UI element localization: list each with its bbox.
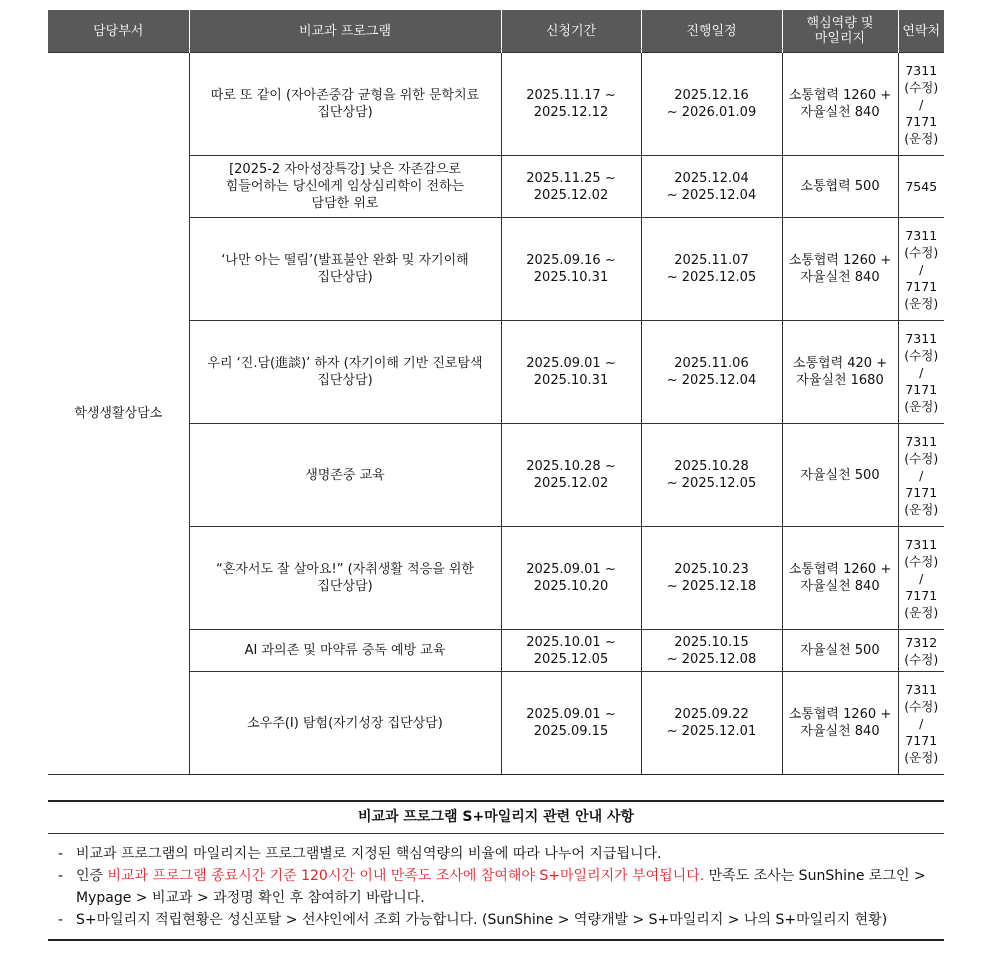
notice-item-2 <box>58 865 936 909</box>
header-apply-period: 신청기간 <box>501 10 641 53</box>
apply-period-cell <box>501 424 641 527</box>
table-header-row <box>48 10 944 53</box>
contact-line: 7312 <box>905 634 938 650</box>
header-dept: 담당부서 <box>48 10 189 53</box>
department-cell: 학생생활상담소 <box>48 53 189 775</box>
contact-line: (운정) <box>904 295 939 311</box>
competency-line: 자율실천 840 <box>800 579 880 594</box>
contact-line: (수정) <box>904 651 939 667</box>
schedule-cell <box>641 53 782 156</box>
apply-period-line: 2025.09.15 <box>533 724 609 739</box>
notice-dash: - <box>58 846 64 862</box>
schedule-line: ~ 2025.12.05 <box>666 270 757 285</box>
program-name-line: 담담한 위로 <box>311 196 379 211</box>
contact-line: (수정) <box>904 347 939 363</box>
schedule-line: ~ 2026.01.09 <box>666 105 757 120</box>
contact-cell <box>898 53 944 156</box>
apply-period-line: 2025.10.31 <box>533 373 609 388</box>
apply-period-line: 2025.10.28 ~ <box>526 459 616 474</box>
contact-cell <box>898 672 944 775</box>
apply-period-cell <box>501 53 641 156</box>
contact-line: (수정) <box>904 244 939 260</box>
apply-period-cell <box>501 218 641 321</box>
contact-line: 7311 <box>905 681 938 697</box>
schedule-line: 2025.10.28 <box>674 459 749 474</box>
schedule-line: ~ 2025.12.05 <box>666 476 757 491</box>
notice-item-2-prefix: 인증 <box>76 868 108 884</box>
program-name-cell <box>189 218 501 321</box>
schedule-line: 2025.11.07 <box>674 253 749 268</box>
contact-cell <box>898 156 944 218</box>
competency-line: 소통협력 1260 + <box>788 562 892 577</box>
contact-line: (운정) <box>904 130 939 146</box>
contact-line: / <box>919 96 924 112</box>
notice-body <box>48 834 944 939</box>
table-row <box>48 53 944 156</box>
apply-period-line: 2025.09.01 ~ <box>526 707 616 722</box>
header-contact: 연락처 <box>898 10 944 53</box>
contact-line: / <box>919 467 924 483</box>
header-competency <box>782 10 898 53</box>
notice-title: 비교과 프로그램 S+마일리지 관련 안내 사항 <box>48 802 944 834</box>
schedule-line: 2025.09.22 <box>674 707 749 722</box>
competency-cell <box>782 672 898 775</box>
contact-cell <box>898 321 944 424</box>
schedule-line: ~ 2025.12.04 <box>666 373 757 388</box>
contact-line: 7171 <box>905 381 938 397</box>
notice-item-2-highlight: 비교과 프로그램 종료시간 기준 120시간 이내 만족도 조사에 참여해야 S+마일리지가 부여됩니다. <box>107 868 705 884</box>
program-name-cell <box>189 630 501 672</box>
program-name-line: 집단상담) <box>317 270 373 285</box>
program-name-line: 생명존중 교육 <box>305 467 385 483</box>
apply-period-line: 2025.12.05 <box>533 651 609 667</box>
program-table <box>48 10 944 775</box>
schedule-cell <box>641 630 782 672</box>
program-name-line: 힘들어하는 당신에게 임상심리학이 전하는 <box>225 179 465 194</box>
contact-line: (수정) <box>904 553 939 569</box>
contact-line: 7311 <box>905 62 938 78</box>
schedule-cell <box>641 218 782 321</box>
notice-dash: - <box>58 912 64 928</box>
competency-line: 소통협력 1260 + <box>788 707 892 722</box>
contact-line: 7171 <box>905 278 938 294</box>
program-name-line: 집단상담) <box>317 579 373 594</box>
header-competency-line2: 마일리지 <box>814 31 866 46</box>
contact-line: 7311 <box>905 433 938 449</box>
schedule-line: 2025.11.06 <box>674 356 749 371</box>
apply-period-line: 2025.12.12 <box>533 105 609 120</box>
contact-line: / <box>919 364 924 380</box>
apply-period-cell <box>501 321 641 424</box>
program-name-cell <box>189 321 501 424</box>
notice-item-2-suffix: 만족도 조사는 SunShine 로그인 > Mypage > 비교과 > 과정명 확인 후 참여하기 바랍니다. <box>76 868 926 906</box>
competency-cell <box>782 218 898 321</box>
schedule-cell <box>641 672 782 775</box>
competency-line: 자율실천 1680 <box>796 373 884 388</box>
contact-cell <box>898 424 944 527</box>
schedule-line: ~ 2025.12.18 <box>666 579 757 594</box>
contact-line: (수정) <box>904 450 939 466</box>
header-competency-line1: 핵심역량 및 <box>806 16 874 31</box>
schedule-line: 2025.12.04 <box>674 170 749 186</box>
competency-cell <box>782 527 898 630</box>
competency-line: 자율실천 500 <box>800 467 880 483</box>
schedule-line: ~ 2025.12.01 <box>666 724 757 739</box>
notice-item-1-text: 비교과 프로그램의 마일리지는 프로그램별로 지정된 핵심역량의 비율에 따라 나누어 지급됩니다. <box>76 846 662 862</box>
notice-item-3 <box>58 909 936 931</box>
program-name-line: ‘나만 아는 떨림’(발표불안 완화 및 자기이해 <box>221 253 469 268</box>
header-program: 비교과 프로그램 <box>189 10 501 53</box>
competency-line: 자율실천 500 <box>800 643 880 658</box>
program-name-line: [2025-2 자아성장특강] 낮은 자존감으로 <box>229 162 461 177</box>
schedule-line: 2025.12.16 <box>674 88 749 103</box>
apply-period-cell <box>501 527 641 630</box>
contact-line: (운정) <box>904 749 939 765</box>
program-name-cell <box>189 53 501 156</box>
contact-line: (운정) <box>904 501 939 517</box>
program-name-cell <box>189 156 501 218</box>
program-name-line: 우리 ‘진.담(進談)’ 하자 (자기이해 기반 진로탐색 <box>207 356 483 371</box>
competency-line: 자율실천 840 <box>800 105 880 120</box>
notice-item-1 <box>58 843 936 865</box>
contact-line: (수정) <box>904 79 939 95</box>
contact-line: 7311 <box>905 536 938 552</box>
apply-period-cell <box>501 630 641 672</box>
program-name-line: 소우주(I) 탐험(자기성장 집단상담) <box>247 715 443 731</box>
schedule-line: ~ 2025.12.08 <box>666 651 757 667</box>
contact-line: 7545 <box>905 179 938 194</box>
apply-period-line: 2025.11.25 ~ <box>526 170 616 186</box>
apply-period-line: 2025.09.01 ~ <box>526 562 616 577</box>
schedule-line: 2025.10.23 <box>674 562 749 577</box>
contact-line: 7171 <box>905 484 938 500</box>
competency-cell <box>782 424 898 527</box>
contact-line: 7311 <box>905 330 938 346</box>
program-name-cell <box>189 424 501 527</box>
contact-line: / <box>919 715 924 731</box>
notice-item-3-text: S+마일리지 적립현황은 성신포탈 > 선샤인에서 조회 가능합니다. (SunShine > 역량개발 > S+마일리지 > 나의 S+마일리지 현황) <box>76 912 888 928</box>
competency-line: 소통협력 1260 + <box>788 253 892 268</box>
program-name-line: 따로 또 같이 (자아존중감 균형을 위한 문학치료 <box>210 88 480 103</box>
apply-period-line: 2025.12.02 <box>533 476 609 491</box>
contact-line: (운정) <box>904 398 939 414</box>
apply-period-line: 2025.10.20 <box>533 579 609 594</box>
competency-cell <box>782 321 898 424</box>
program-name-line: AI 과의존 및 마약류 중독 예방 교육 <box>244 643 446 658</box>
contact-line: 7171 <box>905 732 938 748</box>
program-name-line: 집단상담) <box>317 373 373 388</box>
program-name-line: 집단상담) <box>317 105 373 120</box>
header-schedule: 진행일정 <box>641 10 782 53</box>
apply-period-line: 2025.09.16 ~ <box>526 253 616 268</box>
competency-cell <box>782 156 898 218</box>
schedule-cell <box>641 527 782 630</box>
apply-period-cell <box>501 156 641 218</box>
contact-line: 7311 <box>905 227 938 243</box>
schedule-cell <box>641 156 782 218</box>
competency-line: 소통협력 1260 + <box>788 88 892 103</box>
schedule-cell <box>641 424 782 527</box>
competency-cell <box>782 53 898 156</box>
schedule-line: ~ 2025.12.04 <box>666 187 757 203</box>
contact-line: (운정) <box>904 604 939 620</box>
schedule-line: 2025.10.15 <box>674 634 749 650</box>
program-name-cell <box>189 527 501 630</box>
program-name-cell <box>189 672 501 775</box>
contact-line: (수정) <box>904 698 939 714</box>
contact-line: 7171 <box>905 587 938 603</box>
contact-line: / <box>919 570 924 586</box>
contact-cell <box>898 218 944 321</box>
notice-box <box>48 800 944 941</box>
apply-period-line: 2025.12.02 <box>533 187 609 203</box>
apply-period-line: 2025.11.17 ~ <box>526 88 616 103</box>
apply-period-line: 2025.09.01 ~ <box>526 356 616 371</box>
table-body <box>48 53 944 775</box>
program-name-line: “혼자서도 잘 살아요!” (자취생활 적응을 위한 <box>216 562 474 577</box>
schedule-cell <box>641 321 782 424</box>
apply-period-line: 2025.10.01 ~ <box>526 634 616 650</box>
notice-dash: - <box>58 868 64 884</box>
competency-line: 자율실천 840 <box>800 270 880 285</box>
apply-period-line: 2025.10.31 <box>533 270 609 285</box>
competency-line: 소통협력 500 <box>800 179 880 194</box>
contact-line: / <box>919 261 924 277</box>
apply-period-cell <box>501 672 641 775</box>
competency-line: 소통협력 420 + <box>792 356 888 371</box>
competency-cell <box>782 630 898 672</box>
contact-line: 7171 <box>905 113 938 129</box>
contact-cell <box>898 630 944 672</box>
contact-cell <box>898 527 944 630</box>
competency-line: 자율실천 840 <box>800 724 880 739</box>
